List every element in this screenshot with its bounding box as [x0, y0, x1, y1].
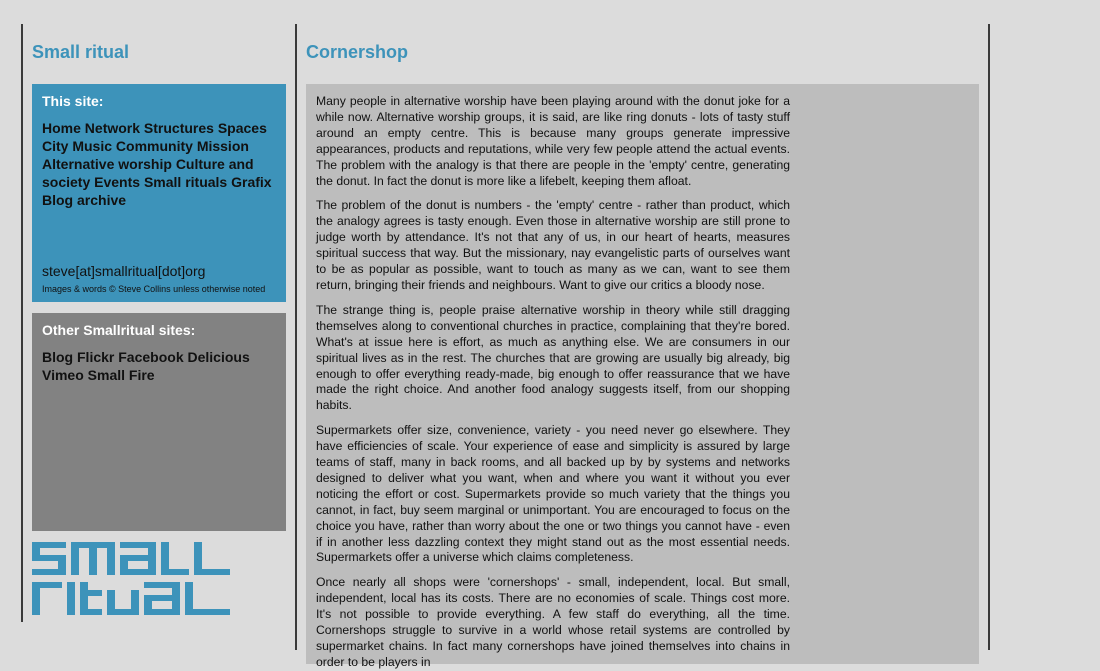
page-title: Cornershop — [306, 42, 409, 62]
divider-right — [988, 24, 990, 650]
site-title[interactable]: Small ritual — [32, 42, 130, 62]
small-ritual-logo[interactable] — [32, 542, 230, 615]
nav-link-small-rituals[interactable]: Small rituals — [143, 174, 228, 190]
other-link-facebook[interactable]: Facebook — [118, 349, 184, 365]
nav-link-city[interactable]: City — [42, 138, 69, 154]
other-link-delicious[interactable]: Delicious — [187, 349, 250, 365]
nav-link-structures[interactable]: Structures — [143, 120, 214, 136]
other-link-vimeo[interactable]: Vimeo — [42, 367, 84, 383]
article-paragraph-1: Many people in alternative worship have been playing around with the donut joke for a while now. Alternative worship groups, it is said, are like ring donuts - lots of tasty stuff around an empty centre. This is because many groups generate impressive appearances, products and reputations, while very few people attend the actual events. The problem with the analogy is that there are people in the 'empty' centre, generating the donut. In fact the donut is more like a lifebelt, keeping them afloat. — [316, 94, 790, 188]
article-paragraph-4: Supermarkets offer size, convenience, variety - you need never go elsewhere. They have efficiencies of scale. Your experience of ease and simplicity is assured by large teams of staff, many in back rooms, and all backed up by by systems and networks designed to deliver what you want, when and where you want it without you ever noticing the effort or cost. Supermarkets provide so much variety that the things you cannot, in fact, buy seem marginal or unimportant. You are encouraged to focus on the choice you have, rather than worry about the one or two things you cannot have - even if in another less dazzling context they might stand out as the most essential needs. Supermarkets offer a universe which claims completeness. — [316, 423, 790, 565]
other-link-small-fire[interactable]: Small Fire — [87, 367, 155, 383]
other-sites-nav — [42, 348, 276, 384]
article-paragraph-5: Once nearly all shops were 'cornershops' - small, independent, local. But small, independent, local has its costs. There are no economies of scale. Things cost more. It's not possible to provide everything. A few staff do everything, all the time. Cornershops struggle to survive in a world whose retail systems are controlled by supermarket chains. In fact many cornershops have joined themselves into chains in order to be players in — [316, 575, 790, 669]
article-panel — [306, 84, 979, 669]
nav-link-events[interactable]: Events — [94, 174, 141, 190]
nav-link-blog-archive[interactable]: Blog archive — [42, 192, 127, 208]
article-paragraph-3: The strange thing is, people praise alternative worship in theory while still dragging themselves along to conventional churches in practice, complaining that they're bored. What's at issue here is effort, as much as anything else. We are consumers in our spiritual lives as in the rest. The churches that are growing are usually big already, big enough to offer everything ready-made, big enough to offer reassurance that we have made the right choice. And another food analogy suggests itself, from our shopping habits. — [316, 302, 790, 413]
nav-link-spaces[interactable]: Spaces — [217, 120, 267, 136]
other-sites-heading: Other Smallritual sites: — [42, 322, 196, 338]
nav-link-mission[interactable]: Mission — [196, 138, 249, 154]
nav-link-community[interactable]: Community — [115, 138, 193, 154]
copyright-note: Images & words © Steve Collins unless otherwise noted — [42, 284, 266, 294]
article-paragraph-2: The problem of the donut is numbers - the 'empty' centre - rather than product, which the analogy agrees is tasty enough. Even those in alternative worship are still prone to judge worth by attendance. It's not that any of us, in our heart of hearts, measures spiritual success that way. But the missionary, nay evangelistic parts of ourselves want to be as popular as possible, want to touch as many as we can, want to see them return, bringing their friends and neighbours. Want to give our critics a bloody nose. — [316, 198, 790, 292]
this-site-panel — [32, 84, 286, 302]
nav-link-alternative-worship[interactable]: Alternative worship — [42, 156, 172, 172]
divider-middle — [295, 24, 297, 650]
other-link-flickr[interactable]: Flickr — [77, 349, 115, 365]
divider-left — [21, 24, 23, 622]
this-site-nav — [42, 119, 276, 209]
nav-link-grafix[interactable]: Grafix — [231, 174, 272, 190]
other-sites-panel — [32, 313, 286, 531]
nav-link-network[interactable]: Network — [84, 120, 141, 136]
contact-email: steve[at]smallritual[dot]org — [42, 263, 206, 279]
nav-link-culture-and-society[interactable]: Culture and society — [42, 156, 254, 190]
other-link-blog[interactable]: Blog — [42, 349, 74, 365]
nav-link-home[interactable]: Home — [42, 120, 81, 136]
this-site-heading: This site: — [42, 93, 104, 109]
nav-link-music[interactable]: Music — [72, 138, 113, 154]
